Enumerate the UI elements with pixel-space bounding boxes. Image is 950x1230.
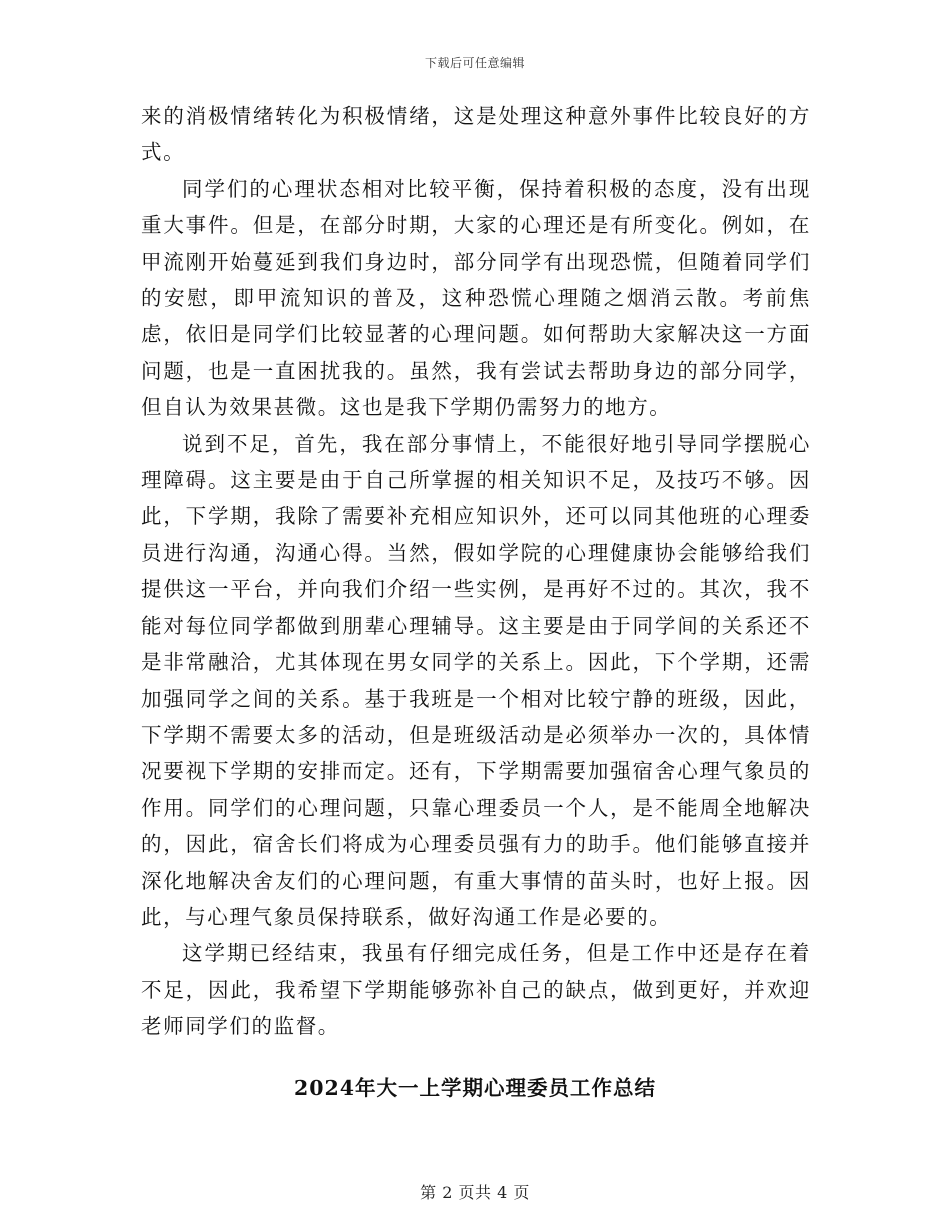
paragraph-continued: 来的消极情绪转化为积极情绪，这是处理这种意外事件比较良好的方式。: [141, 104, 811, 165]
section-title: 2024年大一上学期心理委员工作总结: [293, 1076, 657, 1100]
page-footer: 第 2 页共 4 页: [420, 1183, 530, 1202]
page-header: 下载后可任意编辑: [424, 56, 525, 70]
paragraph-shortcomings: 说到不足，首先，我在部分事情上，不能很好地引导同学摆脱心理障碍。这主要是由于自己所掌握的相关知识不足，及技巧不够。因此，下学期，我除了需要补充相应知识外，还可以同其他班的心理委员进行沟通，沟通心得。当然，假如学院的心理健康协会能够给我们提供这一平台，并向我们介绍一些实例，是再好不过的。其次，我不能对每位同学都做到朋辈心理辅导。这主要是由于同学间的关系还不是非常融洽，尤其体现在男女同学的关系上。因此，下个学期，还需加强同学之间的关系。基于我班是一个相对比较宁静的班级，因此，下学期不需要太多的活动，但是班级活动是必须举办一次的，具体情况要视下学期的安排而定。还有，下学期需要加强宿舍心理气象员的作用。同学们的心理问题，只靠心理委员一个人，是不能周全地解决的，因此，宿舍长们将成为心理委员强有力的助手。他们能够直接并深化地解决舍友们的心理问题，有重大事情的苗头时，也好上报。因此，与心理气象员保持联系，做好沟通工作是必要的。: [141, 431, 811, 929]
paragraph-conclusion: 这学期已经结束，我虽有仔细完成任务，但是工作中还是存在着不足，因此，我希望下学期能够弥补自己的缺点，做到更好，并欢迎老师同学们的监督。: [141, 941, 811, 1039]
paragraph-mental-state: 同学们的心理状态相对比较平衡，保持着积极的态度，没有出现重大事件。但是，在部分时期，大家的心理还是有所变化。例如，在甲流刚开始蔓延到我们身边时，部分同学有出现恐慌，但随着同学们的安慰，即甲流知识的普及，这种恐慌心理随之烟消云散。考前焦虑，依旧是同学们比较显著的心理问题。如何帮助大家解决这一方面问题，也是一直困扰我的。虽然，我有尝试去帮助身边的部分同学，但自认为效果甚微。这也是我下学期仍需努力的地方。: [141, 176, 811, 420]
document-body: [141, 98, 811, 1045]
